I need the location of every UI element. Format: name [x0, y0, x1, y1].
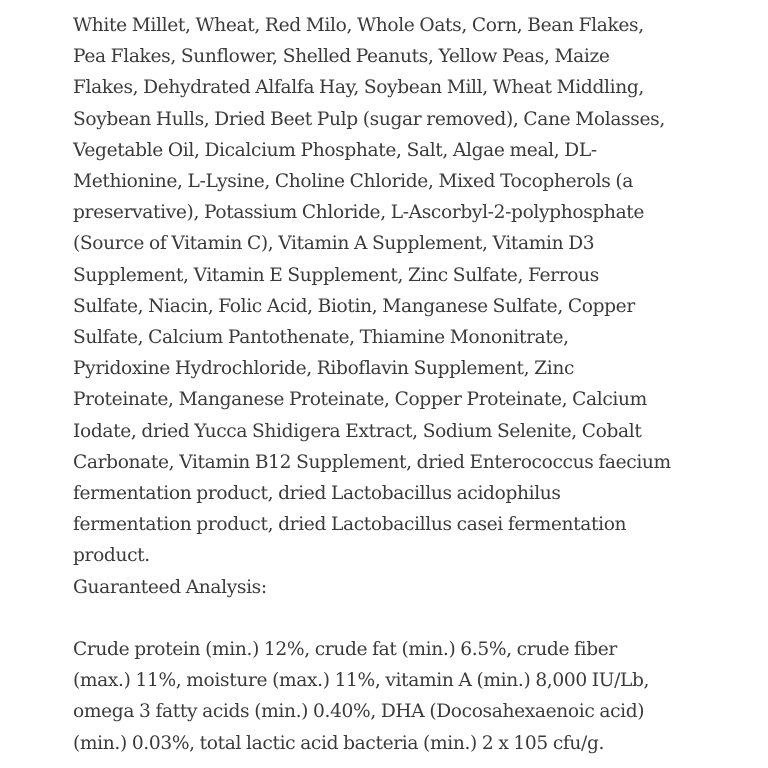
analysis-line: Crude protein (min.) 12%, crude fat (min.) 6.5%, crude fiber — [73, 639, 617, 661]
analysis-line: (max.) 11%, moisture (max.) 11%, vitamin A (min.) 8,000 IU/Lb, — [73, 670, 650, 692]
ingredients-line: Pea Flakes, Sunflower, Shelled Peanuts, Yellow Peas, Maize — [73, 46, 610, 68]
ingredients-line: Methionine, L-Lysine, Choline Chloride, Mixed Tocopherols (a — [73, 171, 634, 193]
paragraph-spacer — [73, 603, 673, 634]
guaranteed-analysis-heading: Guaranteed Analysis: — [73, 576, 267, 598]
guaranteed-analysis-paragraph — [73, 634, 673, 759]
ingredients-line: Pyridoxine Hydrochloride, Riboflavin Supplement, Zinc — [73, 358, 575, 380]
product-label-text — [73, 10, 673, 759]
ingredients-line: Sulfate, Calcium Pantothenate, Thiamine Mononitrate, — [73, 327, 569, 349]
ingredients-line: White Millet, Wheat, Red Milo, Whole Oats, Corn, Bean Flakes, — [73, 15, 644, 36]
ingredients-line: preservative), Potassium Chloride, L-Ascorbyl-2-polyphosphate — [73, 202, 645, 224]
ingredients-line: Soybean Hulls, Dried Beet Pulp (sugar removed), Cane Molasses, — [73, 108, 665, 130]
ingredients-line: product. — [73, 545, 150, 567]
ingredients-line: Vegetable Oil, Dicalcium Phosphate, Salt, Algae meal, DL- — [73, 139, 597, 161]
ingredients-line: Supplement, Vitamin E Supplement, Zinc Sulfate, Ferrous — [73, 264, 599, 286]
analysis-line: omega 3 fatty acids (min.) 0.40%, DHA (Docosahexaenoic acid) — [73, 701, 645, 723]
ingredients-line: fermentation product, dried Lactobacillus acidophilus — [73, 483, 561, 505]
analysis-line: (min.) 0.03%, total lactic acid bacteria (min.) 2 x 105 cfu/g. — [73, 732, 605, 754]
ingredients-paragraph — [73, 10, 673, 572]
ingredients-line: fermentation product, dried Lactobacillus casei fermentation — [73, 514, 627, 536]
ingredients-line: Flakes, Dehydrated Alfalfa Hay, Soybean Mill, Wheat Middling, — [73, 77, 644, 99]
ingredients-line: Iodate, dried Yucca Shidigera Extract, Sodium Selenite, Cobalt — [73, 420, 642, 442]
ingredients-line: Proteinate, Manganese Proteinate, Copper Proteinate, Calcium — [73, 389, 647, 411]
ingredients-line: Carbonate, Vitamin B12 Supplement, dried Enterococcus faecium — [73, 451, 671, 473]
ingredients-line: Sulfate, Niacin, Folic Acid, Biotin, Manganese Sulfate, Copper — [73, 295, 635, 317]
ingredients-line: (Source of Vitamin C), Vitamin A Supplement, Vitamin D3 — [73, 233, 595, 255]
